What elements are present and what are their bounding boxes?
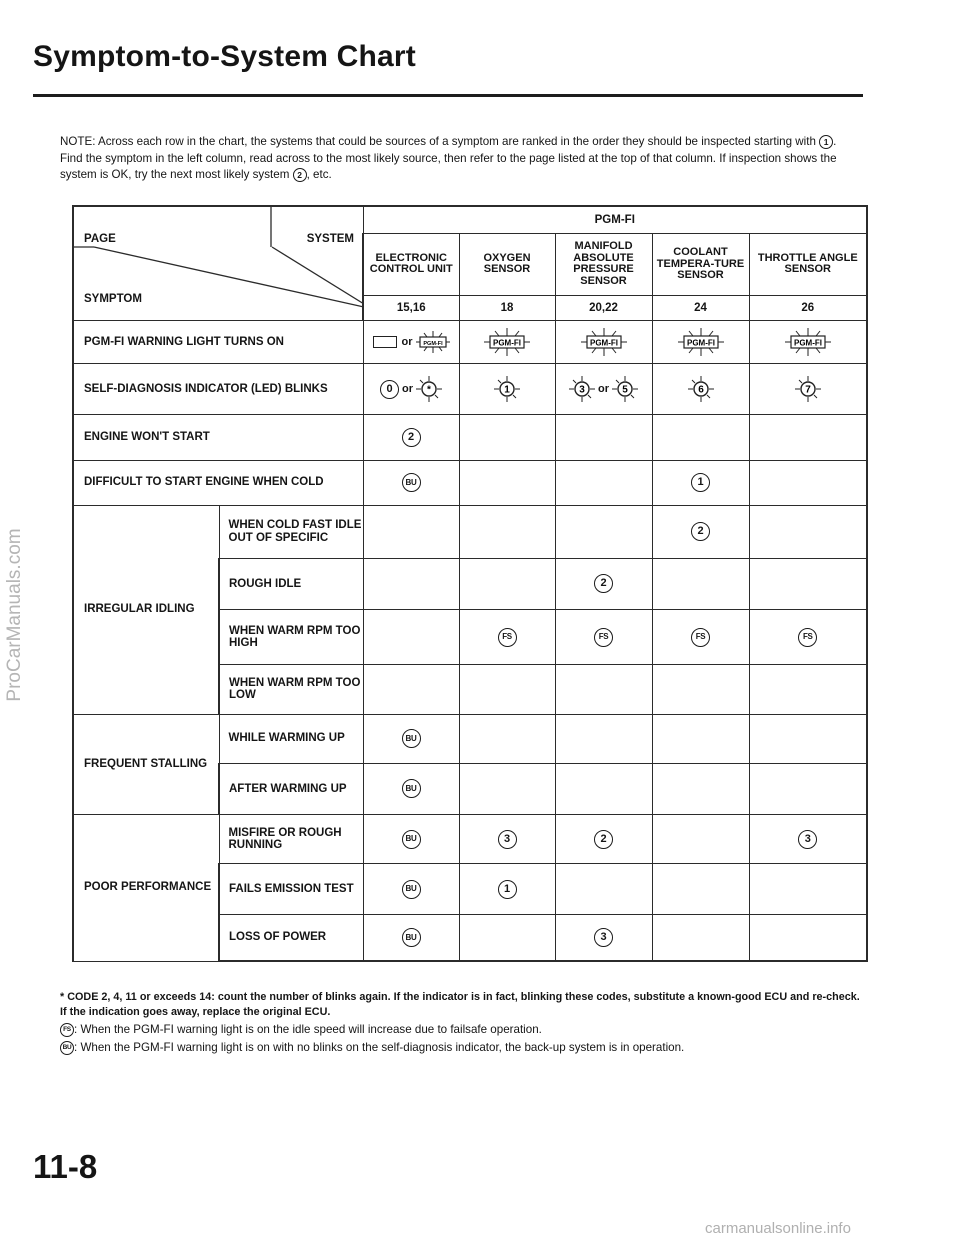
sub-symptom-after-warming: AFTER WARMING UP xyxy=(219,763,363,814)
mark-oxygen-self-diagnosis xyxy=(459,364,555,415)
led-code-map-a: 3 xyxy=(579,384,585,396)
corner-system-label: SYSTEM xyxy=(306,233,354,245)
circled-rank: 2 xyxy=(402,428,421,447)
note-paragraph xyxy=(60,134,860,184)
mark-coolant-warm-high xyxy=(652,610,749,665)
bottom-watermark: carmanualsonline.info xyxy=(705,1220,851,1237)
mark-throttle-warm-high xyxy=(749,610,867,665)
table-row xyxy=(73,415,867,460)
system-header-oxygen-sensor: OXYGEN SENSOR xyxy=(459,234,555,295)
pgmfi-icon-text-map: PGM-FI xyxy=(589,338,618,348)
blinking-led-code-icon xyxy=(494,376,520,402)
sub-symptom-fast-idle: WHEN COLD FAST IDLE OUT OF SPECIFIC xyxy=(219,505,363,558)
title-divider xyxy=(33,94,863,97)
mark-coolant-difficult-cold xyxy=(652,460,749,505)
mark-ecu-while-warming xyxy=(363,714,459,763)
backup-system-symbol: BU xyxy=(402,830,421,849)
blinking-led-code-icon xyxy=(612,376,638,402)
circled-rank: 3 xyxy=(798,830,817,849)
table-row xyxy=(73,814,867,863)
table-row xyxy=(73,505,867,558)
sub-symptom-misfire: MISFIRE OR ROUGH RUNNING xyxy=(219,814,363,863)
circled-rank: 2 xyxy=(594,574,613,593)
backup-system-symbol: BU xyxy=(402,729,421,748)
or-text: or xyxy=(598,383,609,396)
system-header-map-sensor: MANIFOLD ABSOLUTE PRESSURE SENSOR xyxy=(555,234,652,295)
failsafe-symbol: FS xyxy=(798,628,817,647)
blinking-led-code-icon xyxy=(688,376,714,402)
mark-throttle-misfire xyxy=(749,814,867,863)
blinking-pgmfi-light-icon xyxy=(785,328,831,356)
circled-code-0: 0 xyxy=(380,380,399,399)
mark-oxygen-misfire xyxy=(459,814,555,863)
warning-lamp-icon xyxy=(373,336,397,348)
symptom-self-diagnosis: SELF-DIAGNOSIS INDICATOR (LED) BLINKS xyxy=(73,364,363,415)
backup-note-text: : When the PGM-FI warning light is on with no blinks on the self-diagnosis indicator, the back-up system is in operation. xyxy=(74,1041,685,1054)
corner-symptom-label: SYMPTOM xyxy=(84,293,142,305)
failsafe-symbol: FS xyxy=(594,628,613,647)
mark-ecu-misfire xyxy=(363,814,459,863)
mark-ecu-wont-start xyxy=(363,415,459,460)
blinking-led-code-icon xyxy=(569,376,595,402)
mark-map-rough-idle xyxy=(555,558,652,609)
circled-number-1: 1 xyxy=(819,135,833,149)
system-header-ecu: ELECTRONIC CONTROL UNIT xyxy=(363,234,459,295)
mark-map-loss-power xyxy=(555,915,652,961)
backup-system-symbol: BU xyxy=(402,880,421,899)
blinking-pgmfi-light-icon xyxy=(678,328,724,356)
mark-oxygen-warning-light xyxy=(459,321,555,364)
symptom-pgmfi-warning-light: PGM-FI WARNING LIGHT TURNS ON xyxy=(73,321,363,364)
failsafe-note-text: : When the PGM-FI warning light is on the idle speed will increase due to failsafe operation. xyxy=(74,1023,542,1036)
table-row xyxy=(73,321,867,364)
page-ref-throttle-sensor: 26 xyxy=(749,295,867,321)
note-text-2: . Find the symptom in the left column, read across to the most likely source, then refer to the page listed at the top of that column. If inspection shows the system is OK, try the next most likely system xyxy=(60,135,837,181)
side-watermark-text: ProCarManuals.com xyxy=(4,528,25,702)
or-text: or xyxy=(402,383,413,396)
led-code-coolant: 6 xyxy=(697,384,704,396)
footnote-code: * CODE 2, 4, 11 or exceeds 14: count the number of blinks again. If the indicator is in fact, blinking these codes, substitute a known-good ECU and re-check. If the indication goes away, replace the original ECU. xyxy=(60,991,860,1018)
symptom-poor-performance: POOR PERFORMANCE xyxy=(73,814,219,961)
circled-rank: 1 xyxy=(498,880,517,899)
circled-rank: 2 xyxy=(691,522,710,541)
mark-ecu-after-warming xyxy=(363,763,459,814)
mark-ecu-emission xyxy=(363,864,459,915)
page-title: Symptom-to-System Chart xyxy=(33,40,416,73)
pgmfi-icon-text-ecu: PGM-FI xyxy=(422,341,443,348)
side-watermark xyxy=(4,500,26,730)
backup-system-symbol: BU xyxy=(60,1041,74,1055)
mark-oxygen-emission xyxy=(459,864,555,915)
page-ref-coolant-sensor: 24 xyxy=(652,295,749,321)
blinking-led-code-icon xyxy=(795,376,821,402)
mark-ecu-self-diagnosis xyxy=(363,364,459,415)
backup-system-symbol: BU xyxy=(402,779,421,798)
backup-system-symbol: BU xyxy=(402,928,421,947)
symptom-frequent-stalling: FREQUENT STALLING xyxy=(73,714,219,814)
circled-rank: 1 xyxy=(691,473,710,492)
page-ref-ecu: 15,16 xyxy=(363,295,459,321)
mark-throttle-warning-light xyxy=(749,321,867,364)
note-text-1: NOTE: Across each row in the chart, the systems that could be sources of a symptom are ranked in the order they should be inspected starting with xyxy=(60,135,820,148)
pgmfi-icon-text-oxygen: PGM-FI xyxy=(493,338,521,348)
sub-symptom-loss-of-power: LOSS OF POWER xyxy=(219,915,363,961)
mark-ecu-difficult-cold xyxy=(363,460,459,505)
blinking-pgmfi-light-icon xyxy=(581,328,627,356)
circled-rank: 2 xyxy=(594,830,613,849)
system-header-throttle-sensor: THROTTLE ANGLE SENSOR xyxy=(749,234,867,295)
chart-corner-header xyxy=(73,206,363,321)
mark-coolant-warning-light xyxy=(652,321,749,364)
page-number: 11-8 xyxy=(33,1148,98,1185)
blinking-led-code-icon xyxy=(416,376,442,402)
sub-symptom-while-warming: WHILE WARMING UP xyxy=(219,714,363,763)
page-ref-oxygen-sensor: 18 xyxy=(459,295,555,321)
led-code-oxygen: 1 xyxy=(504,384,510,396)
circled-number-2: 2 xyxy=(293,168,307,182)
blinking-pgmfi-light-icon xyxy=(416,331,450,353)
pgmfi-icon-text-coolant: PGM-FI xyxy=(686,338,715,348)
sub-symptom-warm-rpm-high: WHEN WARM RPM TOO HIGH xyxy=(219,610,363,665)
corner-page-label: PAGE xyxy=(84,233,116,245)
failsafe-symbol: FS xyxy=(60,1023,74,1037)
mark-ecu-warning-light xyxy=(363,321,459,364)
system-header-coolant-sensor: COOLANT TEMPERA-TURE SENSOR xyxy=(652,234,749,295)
mark-oxygen-warm-high xyxy=(459,610,555,665)
mark-coolant-fast-idle xyxy=(652,505,749,558)
or-text: or xyxy=(401,335,413,348)
mark-throttle-self-diagnosis xyxy=(749,364,867,415)
footnote-failsafe xyxy=(60,1022,860,1038)
led-code-ecu-star: * xyxy=(427,384,431,396)
footnote-backup xyxy=(60,1040,860,1056)
blinking-pgmfi-light-icon xyxy=(484,328,530,356)
pgmfi-group-header: PGM-FI xyxy=(363,206,867,234)
mark-map-warning-light xyxy=(555,321,652,364)
circled-rank: 3 xyxy=(594,928,613,947)
table-row xyxy=(73,460,867,505)
led-code-throttle: 7 xyxy=(804,384,811,396)
circled-rank: 3 xyxy=(498,830,517,849)
failsafe-symbol: FS xyxy=(691,628,710,647)
symptom-engine-wont-start: ENGINE WON'T START xyxy=(73,415,363,460)
mark-coolant-self-diagnosis xyxy=(652,364,749,415)
note-text-3: , etc. xyxy=(306,168,332,181)
pgmfi-icon-text-throttle: PGM-FI xyxy=(793,338,822,348)
page-ref-map-sensor: 20,22 xyxy=(555,295,652,321)
mark-map-self-diagnosis xyxy=(555,364,652,415)
mark-ecu-loss-power xyxy=(363,915,459,961)
backup-system-symbol: BU xyxy=(402,473,421,492)
sub-symptom-fails-emission: FAILS EMISSION TEST xyxy=(219,864,363,915)
failsafe-symbol: FS xyxy=(498,628,517,647)
led-code-map-b: 5 xyxy=(622,384,628,396)
sub-symptom-warm-rpm-low: WHEN WARM RPM TOO LOW xyxy=(219,665,363,714)
mark-map-misfire xyxy=(555,814,652,863)
mark-map-warm-high xyxy=(555,610,652,665)
symptom-irregular-idling: IRREGULAR IDLING xyxy=(73,505,219,714)
table-row xyxy=(73,714,867,763)
table-row xyxy=(73,364,867,415)
sub-symptom-rough-idle: ROUGH IDLE xyxy=(219,558,363,609)
symptom-difficult-start-cold: DIFFICULT TO START ENGINE WHEN COLD xyxy=(73,460,363,505)
symptom-system-chart xyxy=(72,205,868,962)
